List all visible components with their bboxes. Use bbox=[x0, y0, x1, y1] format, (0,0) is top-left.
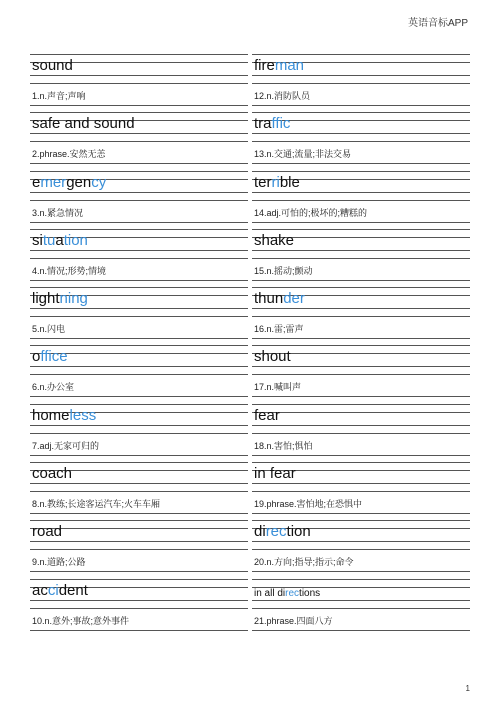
ruled-line bbox=[252, 75, 470, 76]
ruled-line bbox=[252, 608, 470, 609]
ruled-line bbox=[30, 229, 248, 230]
vocab-word bbox=[254, 57, 304, 75]
vocab-word bbox=[32, 465, 72, 483]
syllable-highlight: ffic bbox=[271, 115, 291, 133]
syllable-highlight: ning bbox=[59, 290, 88, 308]
ruled-line bbox=[30, 549, 248, 550]
vocab-word bbox=[32, 348, 68, 366]
ruled-line bbox=[30, 491, 248, 492]
ruled-line bbox=[30, 192, 248, 193]
ruled-line bbox=[30, 133, 248, 134]
ruled-line bbox=[30, 483, 248, 484]
ruled-line bbox=[252, 455, 470, 456]
syllable: shake bbox=[254, 231, 295, 249]
ruled-line bbox=[30, 455, 248, 456]
vocab-definition: 15.n.摇动;颤动 bbox=[254, 265, 313, 276]
vocab-entry bbox=[30, 400, 248, 458]
ruled-line bbox=[30, 83, 248, 84]
vocab-row bbox=[30, 108, 470, 166]
ruled-line bbox=[252, 222, 470, 223]
vocab-entry bbox=[252, 283, 470, 341]
vocab-definition: 6.n.办公室 bbox=[32, 382, 75, 393]
ruled-line bbox=[30, 513, 248, 514]
ruled-line bbox=[30, 112, 248, 113]
vocab-word bbox=[254, 585, 320, 603]
vocab-word bbox=[32, 174, 106, 192]
syllable-highlight: tion bbox=[63, 231, 88, 249]
vocab-word bbox=[254, 348, 291, 366]
syllable: si bbox=[32, 231, 43, 249]
vocab-definition: 4.n.情况;形势;情境 bbox=[32, 265, 107, 276]
vocab-entry bbox=[252, 341, 470, 399]
syllable: ter bbox=[254, 173, 272, 191]
ruled-line bbox=[30, 541, 248, 542]
ruled-line bbox=[30, 171, 248, 172]
ruled-line bbox=[252, 412, 470, 413]
vocab-entry bbox=[30, 225, 248, 283]
ruled-line bbox=[252, 280, 470, 281]
vocab-definition: 18.n.害怕;惧怕 bbox=[254, 440, 313, 451]
vocab-definition: 9.n.道路;公路 bbox=[32, 557, 86, 568]
ruled-line bbox=[252, 483, 470, 484]
vocab-word bbox=[32, 290, 88, 308]
app-name: 英语音标APP bbox=[407, 18, 468, 29]
vocab-word bbox=[32, 407, 96, 425]
syllable-highlight: ffice bbox=[40, 348, 68, 366]
vocab-row bbox=[30, 516, 470, 574]
vocab-row bbox=[30, 167, 470, 225]
vocab-word bbox=[254, 232, 294, 250]
syllable: in all di bbox=[254, 587, 286, 599]
ruled-line bbox=[252, 491, 470, 492]
ruled-line bbox=[30, 630, 248, 631]
ruled-line bbox=[252, 366, 470, 367]
syllable: tions bbox=[299, 587, 321, 599]
ruled-line bbox=[30, 105, 248, 106]
vocab-definition: 3.n.紧急情况 bbox=[32, 207, 84, 218]
vocab-entry bbox=[30, 283, 248, 341]
vocab-entry bbox=[30, 516, 248, 574]
ruled-line bbox=[252, 630, 470, 631]
ruled-line bbox=[30, 316, 248, 317]
vocab-entry bbox=[252, 516, 470, 574]
vocab-word bbox=[254, 290, 305, 308]
vocab-word bbox=[254, 523, 311, 541]
vocab-word bbox=[32, 115, 135, 133]
syllable: fire bbox=[254, 57, 275, 74]
ruled-line bbox=[252, 541, 470, 542]
syllable: ble bbox=[279, 173, 300, 191]
vocab-definition: 10.n.意外;事故;意外事件 bbox=[32, 615, 130, 626]
ruled-line bbox=[252, 571, 470, 572]
syllable-highlight: ri bbox=[271, 173, 280, 191]
syllable: a bbox=[55, 231, 64, 249]
vocab-definition: 12.n.消防队员 bbox=[254, 91, 311, 101]
syllable: tion bbox=[286, 523, 311, 541]
syllable: gen bbox=[66, 173, 92, 191]
vocab-word bbox=[32, 57, 73, 75]
vocab-definition: 13.n.交通;流量;非法交易 bbox=[254, 149, 352, 160]
ruled-line bbox=[30, 280, 248, 281]
syllable: e bbox=[32, 173, 41, 191]
syllable-highlight: der bbox=[283, 290, 305, 308]
syllable: shout bbox=[254, 348, 291, 366]
vocab-entry bbox=[252, 575, 470, 633]
ruled-line bbox=[30, 287, 248, 288]
ruled-line bbox=[252, 345, 470, 346]
vocab-entry bbox=[30, 108, 248, 166]
vocab-definition: 14.adj.可怕的;极坏的;糟糕的 bbox=[254, 207, 368, 218]
ruled-line bbox=[30, 579, 248, 580]
vocab-definition: 16.n.雷;雷声 bbox=[254, 324, 304, 335]
ruled-line bbox=[30, 338, 248, 339]
ruled-line bbox=[252, 287, 470, 288]
ruled-line bbox=[252, 54, 470, 55]
vocab-word bbox=[254, 407, 280, 425]
ruled-line bbox=[30, 520, 248, 521]
vocab-entry bbox=[252, 458, 470, 516]
vocab-word bbox=[32, 582, 88, 600]
syllable-highlight: rec bbox=[265, 523, 287, 541]
vocab-definition: 1.n.声音;声响 bbox=[32, 91, 86, 101]
vocab-word bbox=[254, 174, 300, 192]
syllable: sound bbox=[32, 57, 73, 74]
ruled-line bbox=[252, 258, 470, 259]
ruled-line bbox=[30, 308, 248, 309]
ruled-line bbox=[252, 316, 470, 317]
ruled-line bbox=[30, 404, 248, 405]
ruled-line bbox=[30, 54, 248, 55]
vocab-row bbox=[30, 283, 470, 341]
ruled-line bbox=[252, 338, 470, 339]
ruled-line bbox=[252, 425, 470, 426]
ruled-line bbox=[252, 192, 470, 193]
ruled-line bbox=[252, 83, 470, 84]
ruled-line bbox=[30, 345, 248, 346]
ruled-line bbox=[252, 112, 470, 113]
ruled-line bbox=[30, 462, 248, 463]
ruled-line bbox=[252, 374, 470, 375]
ruled-line bbox=[30, 75, 248, 76]
syllable-highlight: tu bbox=[42, 231, 56, 249]
vocab-definition: 20.n.方向;指导;指示;命令 bbox=[254, 557, 354, 568]
vocab-entry bbox=[252, 400, 470, 458]
vocab-definition: 19.phrase.害怕地;在恐惧中 bbox=[254, 499, 363, 510]
ruled-line bbox=[252, 163, 470, 164]
page-number: 1 bbox=[465, 684, 470, 693]
ruled-line bbox=[252, 250, 470, 251]
syllable: ac bbox=[32, 581, 48, 599]
ruled-line bbox=[252, 141, 470, 142]
vocab-definition: 7.adj.无家可归的 bbox=[32, 440, 100, 451]
vocabulary-grid bbox=[30, 50, 470, 633]
ruled-line bbox=[30, 600, 248, 601]
vocab-definition: 17.n.喊叫声 bbox=[254, 382, 302, 393]
syllable-highlight: ci bbox=[47, 581, 59, 599]
ruled-line bbox=[30, 608, 248, 609]
vocab-definition: 5.n.闪电 bbox=[32, 324, 66, 335]
ruled-line bbox=[30, 222, 248, 223]
ruled-line bbox=[30, 258, 248, 259]
ruled-line bbox=[252, 579, 470, 580]
ruled-line bbox=[252, 171, 470, 172]
syllable-highlight: less bbox=[69, 406, 97, 424]
ruled-line bbox=[252, 200, 470, 201]
vocab-entry bbox=[30, 575, 248, 633]
syllable: dent bbox=[58, 581, 88, 599]
syllable: o bbox=[32, 348, 41, 366]
syllable-highlight: mer bbox=[40, 173, 67, 191]
syllable: di bbox=[254, 523, 266, 541]
syllable: road bbox=[32, 523, 63, 541]
syllable-highlight: rec bbox=[285, 587, 300, 599]
ruled-line bbox=[252, 513, 470, 514]
vocab-word bbox=[254, 465, 296, 483]
ruled-line bbox=[30, 396, 248, 397]
syllable: home bbox=[32, 406, 70, 424]
ruled-line bbox=[252, 520, 470, 521]
syllable-highlight: cy bbox=[91, 173, 107, 191]
syllable: safe and sound bbox=[32, 115, 135, 133]
vocab-entry bbox=[30, 341, 248, 399]
ruled-line bbox=[30, 141, 248, 142]
syllable: thun bbox=[254, 290, 284, 308]
syllable: in fear bbox=[254, 465, 296, 483]
ruled-line bbox=[30, 366, 248, 367]
vocab-entry bbox=[252, 167, 470, 225]
vocab-row bbox=[30, 400, 470, 458]
ruled-line bbox=[30, 200, 248, 201]
syllable-highlight: man bbox=[274, 57, 305, 74]
vocab-entry bbox=[30, 50, 248, 108]
ruled-line bbox=[252, 404, 470, 405]
ruled-line bbox=[252, 462, 470, 463]
vocab-definition: 21.phrase.四面八方 bbox=[254, 615, 333, 626]
ruled-line bbox=[252, 433, 470, 434]
vocab-entry bbox=[30, 167, 248, 225]
vocab-word bbox=[32, 232, 88, 250]
vocab-entry bbox=[252, 108, 470, 166]
vocab-word bbox=[254, 115, 290, 133]
ruled-line bbox=[252, 549, 470, 550]
vocab-entry bbox=[252, 50, 470, 108]
vocab-entry bbox=[30, 458, 248, 516]
vocab-definition: 2.phrase.安然无恙 bbox=[32, 149, 106, 160]
vocab-row bbox=[30, 341, 470, 399]
vocab-row bbox=[30, 575, 470, 633]
vocab-definition: 8.n.教练;长途客运汽车;火车车厢 bbox=[32, 499, 161, 510]
ruled-line bbox=[30, 163, 248, 164]
ruled-line bbox=[252, 105, 470, 106]
vocab-row bbox=[30, 458, 470, 516]
syllable: tra bbox=[254, 115, 272, 133]
ruled-line bbox=[30, 374, 248, 375]
syllable: light bbox=[32, 290, 60, 308]
vocab-row bbox=[30, 225, 470, 283]
ruled-line bbox=[252, 308, 470, 309]
vocab-entry bbox=[252, 225, 470, 283]
ruled-line bbox=[252, 229, 470, 230]
vocab-word bbox=[32, 523, 62, 541]
syllable: fear bbox=[254, 406, 280, 424]
ruled-line bbox=[30, 528, 248, 529]
vocab-row bbox=[30, 50, 470, 108]
ruled-line bbox=[252, 133, 470, 134]
ruled-line bbox=[30, 425, 248, 426]
ruled-line bbox=[30, 571, 248, 572]
ruled-line bbox=[252, 396, 470, 397]
ruled-line bbox=[30, 250, 248, 251]
ruled-line bbox=[30, 433, 248, 434]
syllable: coach bbox=[32, 465, 73, 483]
